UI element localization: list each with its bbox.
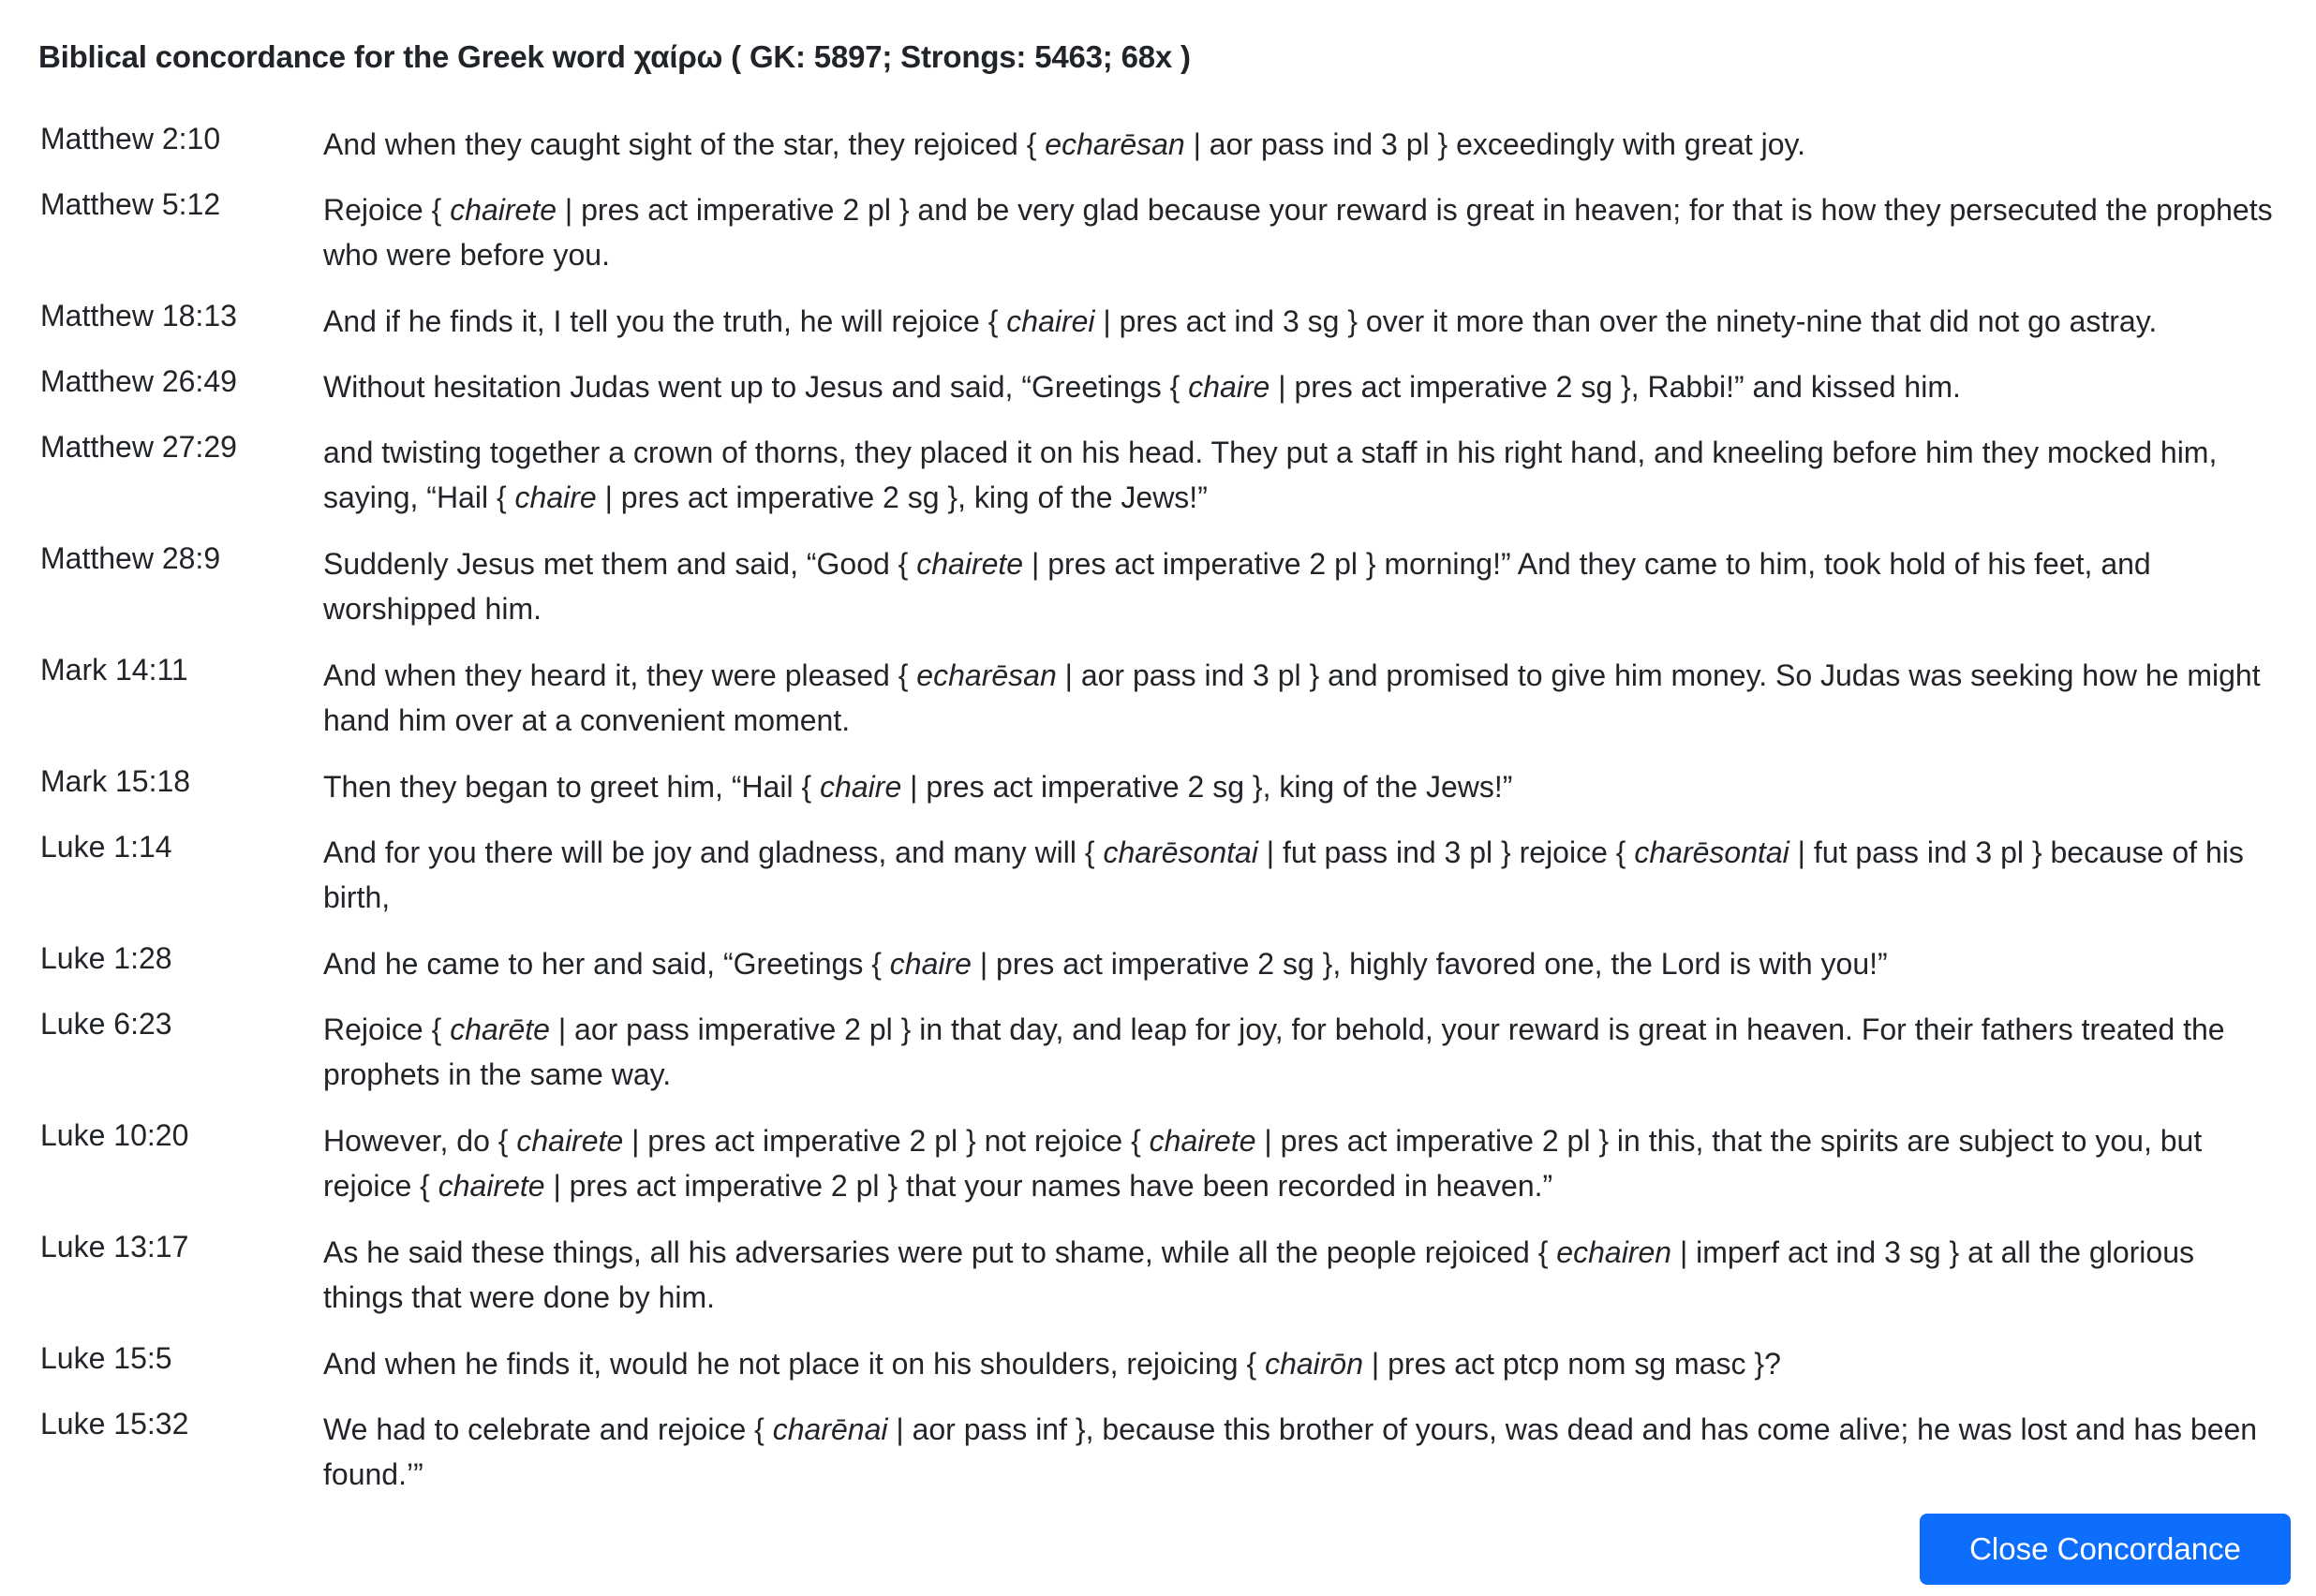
- verse-segment: | pres act imperative 2 pl } that your names have been recorded in heaven.”: [544, 1169, 1553, 1203]
- concordance-row: [0, 762, 2316, 809]
- verse-segment: | pres act imperative 2 pl } and be very glad because your reward is great in heaven; for that is how they persecuted the prophets who were before you.: [323, 193, 2273, 272]
- verse-segment: And for you there will be joy and gladness, and many will {: [323, 835, 1104, 869]
- greek-form: chairōn: [1265, 1347, 1364, 1381]
- verse-reference: Matthew 27:29: [40, 430, 237, 464]
- concordance-row: [0, 828, 2316, 920]
- verse-segment: Rejoice {: [323, 193, 451, 227]
- concordance-row: [0, 539, 2316, 631]
- verse-segment: And if he finds it, I tell you the truth, he will rejoice {: [323, 304, 1007, 338]
- concordance-row: [0, 1339, 2316, 1386]
- verse-segment: Then they began to greet him, “Hail {: [323, 770, 821, 804]
- verse-segment: | pres act imperative 2 sg }, Rabbi!” and kissed him.: [1269, 370, 1961, 404]
- verse-segment: and twisting together a crown of thorns, they placed it on his head. They put a staff in his right hand, and kneeling before him they mocked him, saying, “Hail {: [323, 436, 2218, 514]
- verse-reference: Matthew 18:13: [40, 299, 237, 332]
- verse-segment: We had to celebrate and rejoice {: [323, 1412, 773, 1446]
- verse-reference: Luke 15:32: [40, 1407, 189, 1441]
- verse-segment: | pres act imperative 2 sg }, king of the Jews!”: [901, 770, 1513, 804]
- greek-form: echarēsan: [1045, 127, 1185, 161]
- verse-text: [323, 120, 2281, 167]
- greek-form: chaire: [514, 480, 597, 514]
- verse-reference: Mark 14:11: [40, 653, 188, 687]
- verse-text: [323, 1405, 2281, 1497]
- verse-segment: | imperf act ind 3 sg } at all the glorious things that were done by him.: [323, 1235, 2194, 1314]
- greek-form: charēsontai: [1103, 835, 1258, 869]
- verse-segment: | aor pass ind 3 pl } and promised to give him money. So Judas was seeking how he might hand him over at a convenient moment.: [323, 658, 2261, 737]
- greek-form: charēsontai: [1634, 835, 1789, 869]
- concordance-row: [0, 297, 2316, 344]
- verse-text: [323, 297, 2281, 344]
- verse-reference: Matthew 26:49: [40, 364, 237, 398]
- modal-title: Biblical concordance for the Greek word χαίρω ( GK: 5897; Strongs: 5463; 68x ): [38, 39, 1191, 74]
- verse-text: [323, 828, 2281, 920]
- verse-segment: And when they caught sight of the star, they rejoiced {: [323, 127, 1046, 161]
- greek-form: chaire: [889, 947, 972, 981]
- verse-text: [323, 428, 2281, 520]
- concordance-row: [0, 1005, 2316, 1097]
- verse-segment: | pres act ind 3 sg } over it more than over the ninety-nine that did not go astray.: [1094, 304, 2158, 338]
- verse-reference: Luke 6:23: [40, 1007, 172, 1041]
- greek-form: chaire: [1188, 370, 1270, 404]
- verse-segment: And when he finds it, would he not place it on his shoulders, rejoicing {: [323, 1347, 1266, 1381]
- concordance-row: [0, 651, 2316, 743]
- verse-segment: Suddenly Jesus met them and said, “Good {: [323, 547, 917, 581]
- greek-form: chairete: [1149, 1124, 1256, 1158]
- concordance-row: [0, 1116, 2316, 1208]
- verse-text: [323, 1116, 2281, 1208]
- concordance-row: [0, 362, 2316, 409]
- verse-text: [323, 1005, 2281, 1097]
- verse-text: [323, 185, 2281, 277]
- verse-reference: Matthew 5:12: [40, 187, 221, 221]
- verse-text: [323, 539, 2281, 631]
- greek-form: chairete: [516, 1124, 624, 1158]
- verse-text: [323, 1228, 2281, 1320]
- verse-text: [323, 362, 2281, 409]
- concordance-list: [0, 120, 2316, 1516]
- greek-form: charēte: [450, 1012, 550, 1046]
- verse-segment: | aor pass inf }, because this brother of yours, was dead and has come alive; he was lost and has been found.’”: [323, 1412, 2258, 1491]
- verse-text: [323, 651, 2281, 743]
- verse-reference: Matthew 28:9: [40, 541, 221, 575]
- close-concordance-button[interactable]: Close Concordance: [1920, 1514, 2291, 1585]
- concordance-row: [0, 185, 2316, 277]
- verse-segment: | aor pass ind 3 pl } exceedingly with great joy.: [1184, 127, 1806, 161]
- verse-segment: | pres act imperative 2 pl } not rejoice {: [623, 1124, 1150, 1158]
- verse-segment: | pres act imperative 2 pl } morning!” And they came to him, took hold of his feet, and worshipped him.: [323, 547, 2151, 626]
- verse-segment: | fut pass ind 3 pl } because of his birth,: [323, 835, 2244, 914]
- verse-text: [323, 939, 2281, 986]
- verse-segment: And he came to her and said, “Greetings {: [323, 947, 890, 981]
- verse-segment: Without hesitation Judas went up to Jesus and said, “Greetings {: [323, 370, 1189, 404]
- verse-reference: Luke 10:20: [40, 1118, 189, 1152]
- verse-segment: However, do {: [323, 1124, 517, 1158]
- verse-segment: As he said these things, all his adversaries were put to shame, while all the people rejoiced {: [323, 1235, 1557, 1269]
- verse-reference: Mark 15:18: [40, 764, 191, 798]
- verse-segment: | pres act imperative 2 pl } in this, that the spirits are subject to you, but rejoice {: [323, 1124, 2203, 1203]
- greek-form: echairen: [1556, 1235, 1672, 1269]
- concordance-row: [0, 1228, 2316, 1320]
- verse-segment: | pres act ptcp nom sg masc }?: [1363, 1347, 1781, 1381]
- verse-text: [323, 1339, 2281, 1386]
- verse-reference: Luke 15:5: [40, 1341, 172, 1375]
- greek-form: chairete: [916, 547, 1024, 581]
- greek-form: chaire: [820, 770, 902, 804]
- verse-segment: | aor pass imperative 2 pl } in that day, and leap for joy, for behold, your reward is great in heaven. For their fathers treated the prophets in the same way.: [323, 1012, 2225, 1091]
- verse-reference: Luke 13:17: [40, 1230, 189, 1264]
- concordance-row: [0, 1405, 2316, 1497]
- greek-form: echarēsan: [916, 658, 1057, 692]
- verse-reference: Luke 1:28: [40, 941, 172, 975]
- greek-form: chairete: [450, 193, 557, 227]
- verse-segment: And when they heard it, they were pleased {: [323, 658, 917, 692]
- verse-segment: Rejoice {: [323, 1012, 451, 1046]
- concordance-row: [0, 120, 2316, 167]
- verse-reference: Luke 1:14: [40, 830, 172, 864]
- greek-form: chairei: [1006, 304, 1095, 338]
- greek-form: chairete: [438, 1169, 545, 1203]
- verse-segment: | fut pass ind 3 pl } rejoice {: [1257, 835, 1635, 869]
- verse-segment: | pres act imperative 2 sg }, king of the Jews!”: [596, 480, 1208, 514]
- concordance-row: [0, 939, 2316, 986]
- greek-form: charēnai: [772, 1412, 888, 1446]
- concordance-row: [0, 428, 2316, 520]
- verse-segment: | pres act imperative 2 sg }, highly favored one, the Lord is with you!”: [971, 947, 1888, 981]
- verse-reference: Matthew 2:10: [40, 122, 221, 155]
- verse-text: [323, 762, 2281, 809]
